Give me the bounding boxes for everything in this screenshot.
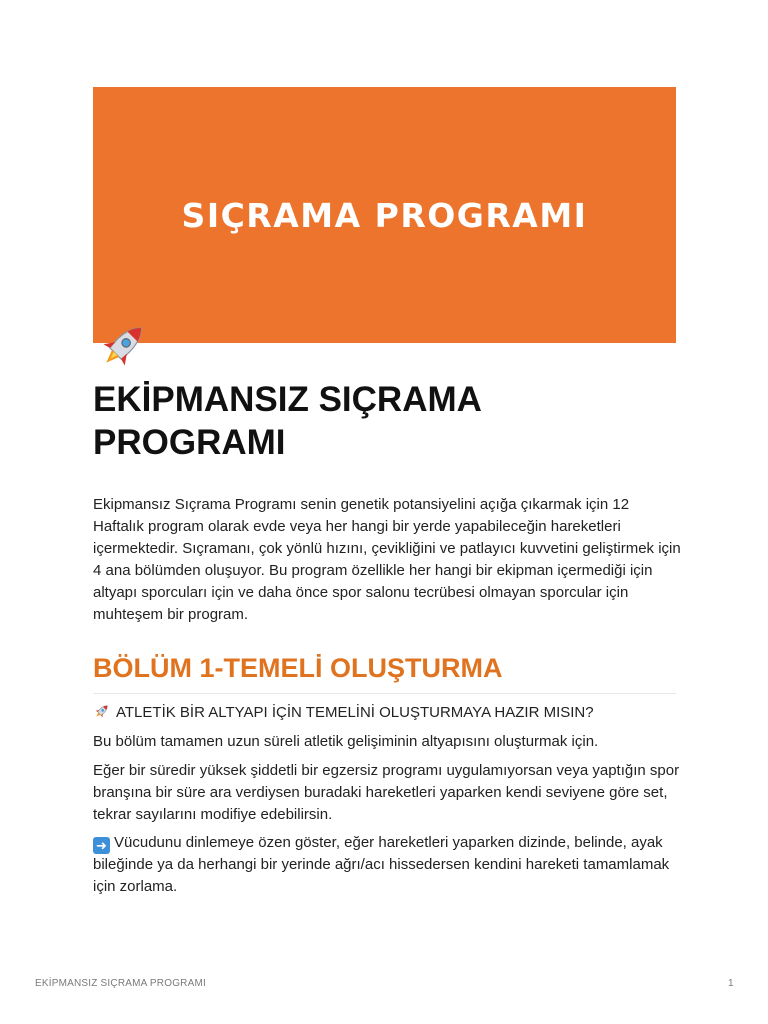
section-paragraph-2: Eğer bir süredir yüksek şiddetli bir egzersiz programı uygulamıyorsan veya yaptığın spor branşına bir süre ara verdiysen buradaki hareketleri yaparken kendi seviyene göre set, tekrar sayılarını modifiye edebilirsin. (93, 762, 680, 823)
banner-title: SIÇRAMA PROGRAMI (181, 196, 588, 235)
callout-line (93, 702, 683, 724)
section-heading: BÖLÜM 1-TEMELİ OLUŞTURMA (93, 653, 503, 683)
warning-note-text: Vücudunu dinlemeye özen göster, eğer hareketleri yaparken dizinde, belinde, ayak bileğinde ya da herhangi bir yerinde ağrı/acı hissedersen kendini hareketi tamamlamak için zorlama. (93, 834, 670, 895)
rocket-icon (95, 318, 153, 372)
footer-document-title: EKİPMANSIZ SIÇRAMA PROGRAMI (35, 978, 206, 989)
rocket-icon (93, 702, 111, 720)
page-title: EKİPMANSIZ SIÇRAMA PROGRAMI (93, 380, 481, 462)
cover-banner (93, 87, 676, 343)
section-divider (93, 693, 676, 694)
footer-page-number: 1 (728, 978, 734, 989)
right-arrow-icon: ➜ (93, 837, 110, 854)
intro-paragraph: Ekipmansız Sıçrama Programı senin genetik potansiyelini açığa çıkarmak için 12 Haftalık program olarak evde veya her hangi bir yerde yapabileceğin hareketleri içermektedir. Sıçramanı, çok yönlü hızını, çevikliğini ve patlayıcı kuvvetini geliştirmek için 4 ana bölümden oluşuyor. Bu program özellikle her hangi bir ekipman içermediği için altyapı sporcuları için ve daha önce spor salonu tecrübesi olmayan sporcular için muhteşem bir program. (93, 496, 681, 623)
warning-note (93, 832, 683, 898)
callout-text: ATLETİK BİR ALTYAPI İÇİN TEMELİNİ OLUŞTURMAYA HAZIR MISIN? (116, 704, 594, 721)
section-paragraph-1: Bu bölüm tamamen uzun süreli atletik gelişiminin altyapısını oluşturmak için. (93, 733, 599, 750)
